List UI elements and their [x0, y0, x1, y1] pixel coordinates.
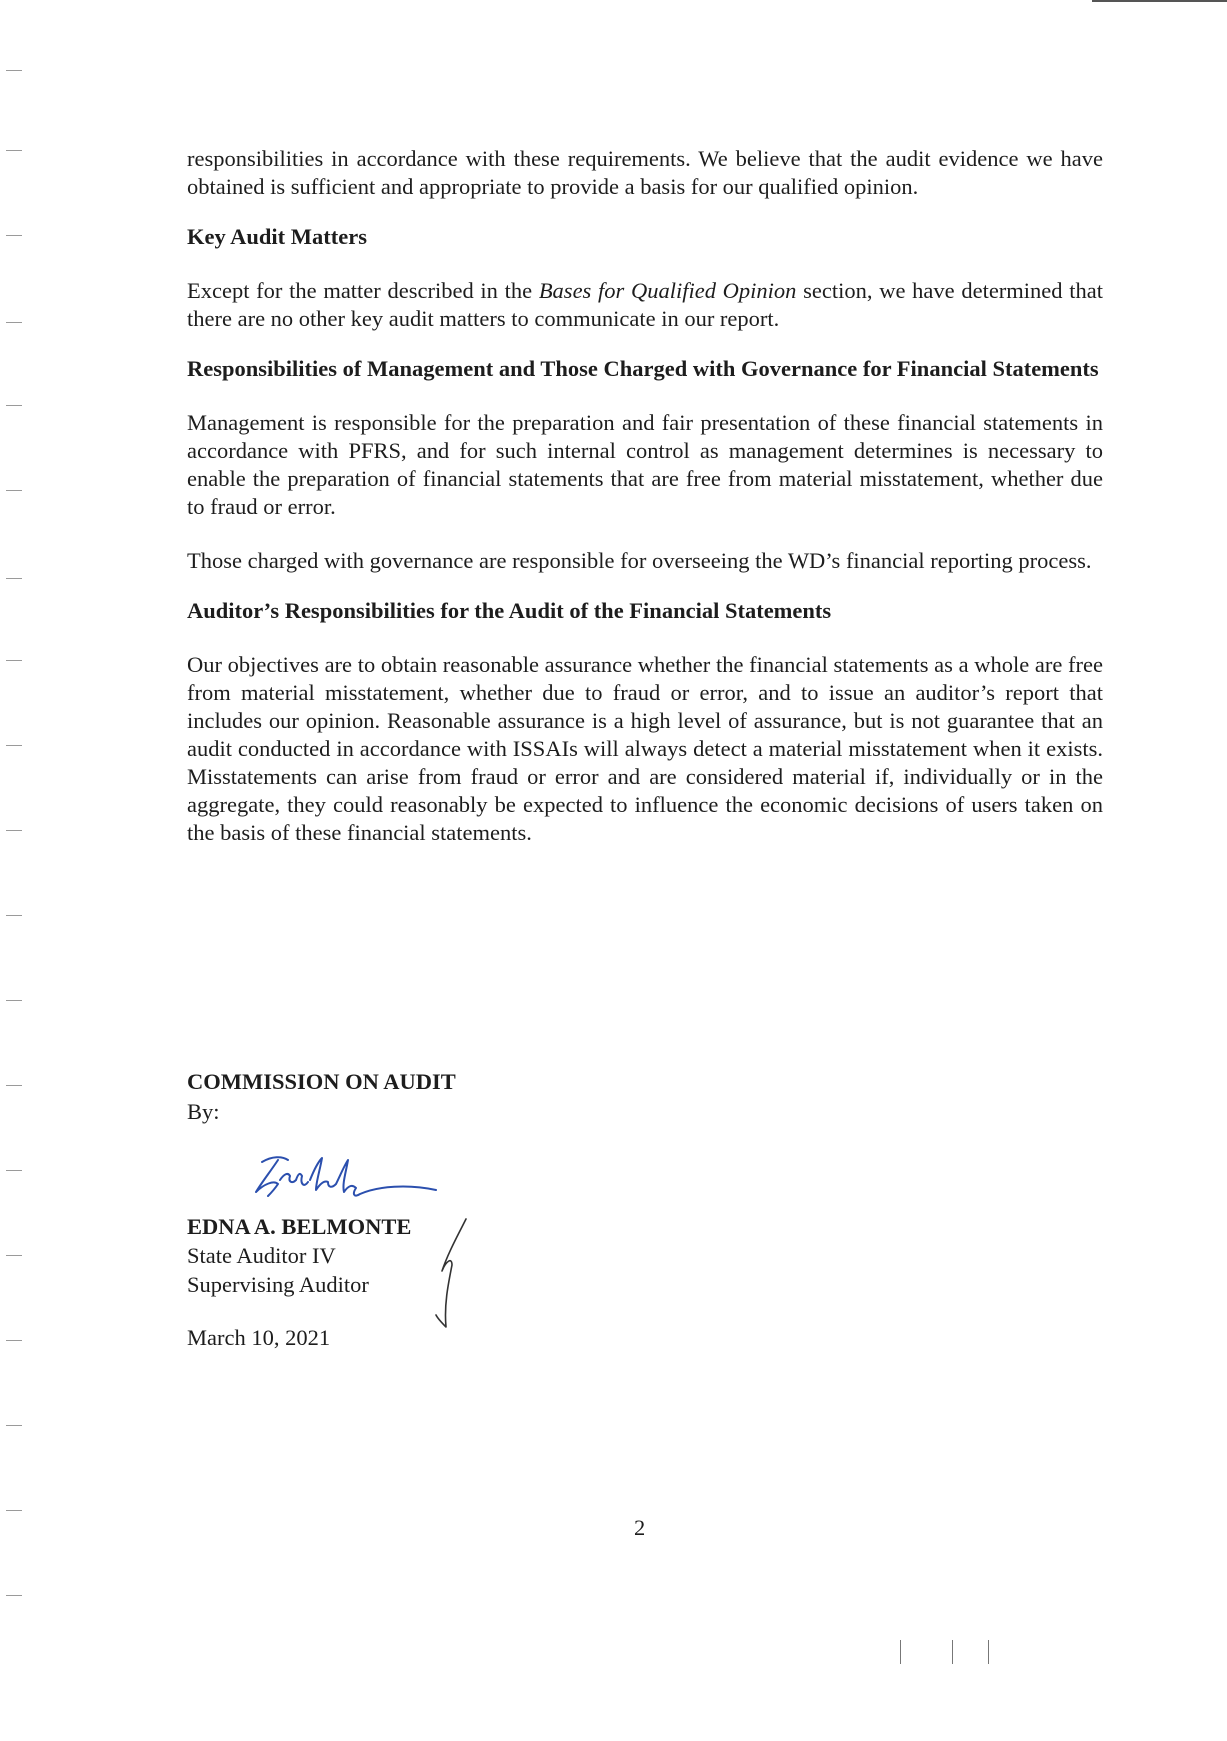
management-responsibilities-heading: Responsibilities of Management and Those Charged with Governance for Financial Statements — [187, 356, 1099, 381]
governance-paragraph: Those charged with governance are responsible for overseeing the WD’s financial reporting process. — [187, 548, 1092, 573]
report-body — [187, 145, 1103, 847]
auditor-responsibilities-heading: Auditor’s Responsibilities for the Audit of the Financial Statements — [187, 598, 832, 623]
key-audit-matters-heading: Key Audit Matters — [187, 224, 367, 249]
intro-paragraph: responsibilities in accordance with these requirements. We believe that the audit evidence we have obtained is sufficient and appropriate to provide a basis for our qualified opinion. — [187, 146, 1103, 199]
signer-block — [187, 1212, 411, 1299]
management-responsibilities-paragraph: Management is responsible for the preparation and fair presentation of these financial statements in accordance with PFRS, and for such internal control as management determines is necessary to enable the preparation of financial statements that are free from material misstatement, whether due to fraud or error. — [187, 410, 1103, 519]
bases-for-qualified-opinion-reference: Bases for Qualified Opinion — [538, 278, 797, 303]
organization-name: COMMISSION ON AUDIT — [187, 1069, 456, 1094]
signer-role: Supervising Auditor — [187, 1272, 369, 1297]
report-date: March 10, 2021 — [187, 1325, 331, 1350]
signer-name: EDNA A. BELMONTE — [187, 1214, 412, 1239]
auditor-objectives-paragraph: Our objectives are to obtain reasonable assurance whether the financial statements as a whole are free from material misstatement, whether due to fraud or error, and to issue an auditor’s report that includes our opinion. Reasonable assurance is a high level of assurance, but is not guarantee that an audit conducted in accordance with ISSAIs will always detect a material misstatement when it exists. Misstatements can arise from fraud or error and are considered material if, individually or in the aggregate, they could reasonably be expected to influence the economic decisions of users taken on the basis of these financial statements. — [187, 652, 1103, 845]
signer-title: State Auditor IV — [187, 1243, 336, 1268]
handwritten-signature — [248, 1150, 438, 1220]
handwritten-initial-mark — [422, 1215, 472, 1330]
key-audit-matters-paragraph: Except for the matter described in the Bases for Qualified Opinion section, we have determined that there are no other key audit matters to communicate in our report. — [187, 278, 1103, 331]
signature-block-header — [187, 1067, 456, 1127]
top-edge-rule — [1092, 0, 1227, 2]
page-number: 2 — [634, 1515, 646, 1540]
binding-margin-marks — [6, 0, 26, 1741]
by-label: By: — [187, 1099, 220, 1124]
